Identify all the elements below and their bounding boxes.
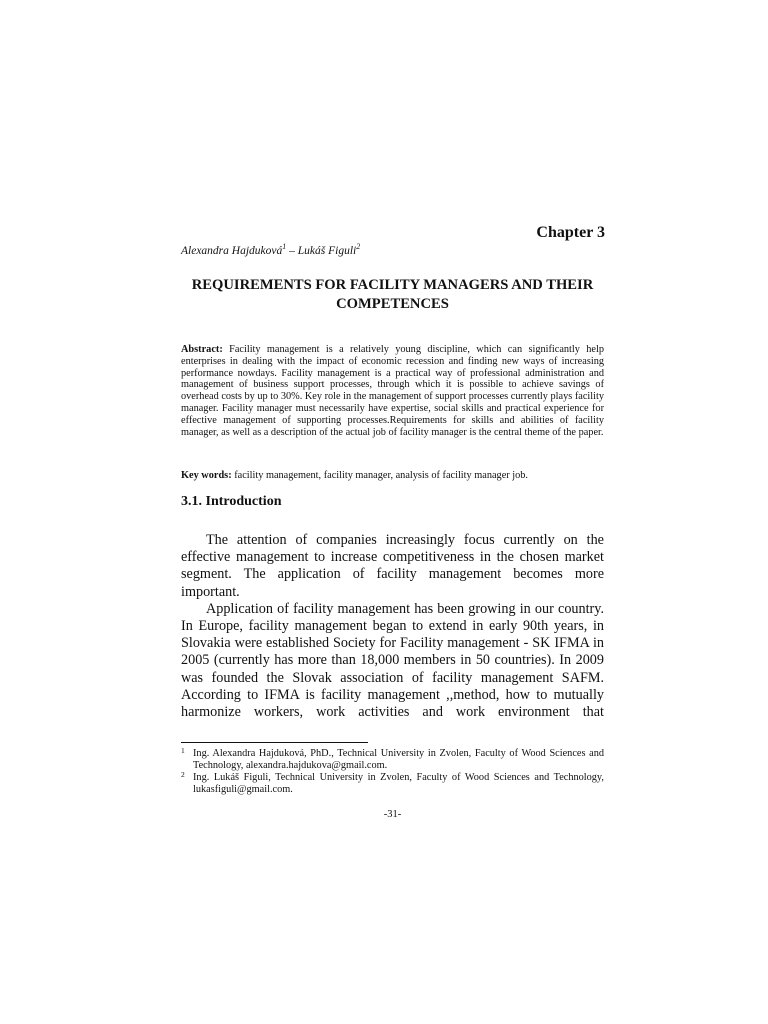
footnote (181, 769, 604, 796)
footnote-mark: 1 (181, 746, 185, 755)
author-line (181, 242, 360, 257)
author-second: Lukáš Figuli (297, 244, 357, 257)
footnotes (181, 748, 604, 796)
body-text (181, 532, 604, 721)
abstract-label: Abstract: (181, 344, 223, 355)
keywords-label: Key words: (181, 470, 232, 481)
footnote-text: Ing. Alexandra Hajduková, PhD., Technical University in Zvolen, Faculty of Wood Sciences and Technology, alexandra.hajdukova@gmail.com. (193, 748, 604, 771)
footnote (181, 748, 604, 772)
author-separator: – (286, 244, 298, 257)
footnote-divider (181, 742, 368, 743)
author-second-footnote-mark: 2 (356, 242, 361, 251)
body-paragraph: Application of facility management has been growing in our country. In Europe, facility management began to extend in early 90th years, in Slovakia were established Society for Facility management - SK IFMA in 2005 (currently has more than 18,000 members in 50 countries). In 2009 was founded the Slovak association of facility management SAFM. According to IFMA is facility management ,,method, how to mutually harmonize workers, work activities and work environment that (181, 600, 604, 721)
body-paragraph: The attention of companies increasingly focus currently on the effective management to increase competitiveness in the chosen market segment. The application of facility management becomes more important. (181, 532, 604, 600)
author-first: Alexandra Hajduková (181, 244, 283, 257)
page-number: -31- (383, 809, 402, 820)
footnote-mark: 2 (181, 769, 185, 779)
chapter-label: Chapter 3 (536, 224, 605, 241)
author-first-footnote-mark: 1 (282, 242, 287, 251)
keywords-text: facility management, facility manager, analysis of facility manager job. (234, 470, 528, 481)
abstract (181, 344, 604, 438)
paper-title: REQUIREMENTS FOR FACILITY MANAGERS AND THEIR COMPETENCES (191, 277, 594, 312)
abstract-text: Facility management is a relatively young discipline, which can significantly help enterprises in dealing with the impact of economic recession and finding new ways of increasing performance nowdays. Facility management is a practical way of professional administration and management of business support processes, through which it is possible to achieve savings of overhead costs by up to 30%. Key role in the management of support processes currently plays facility manager. Facility manager must necessarily have expertise, social skills and practical experience for effective management of supporting processes.Requirements for skills and abilities of facility manager, as well as a description of the actual job of facility manager is the central theme of the paper. (181, 344, 604, 438)
footnote-text: Ing. Lukáš Figuli, Technical University in Zvolen, Faculty of Wood Sciences and Technology, lukasfiguli@gmail.com. (193, 771, 604, 795)
section-heading: 3.1. Introduction (181, 494, 282, 509)
keywords (181, 470, 604, 482)
